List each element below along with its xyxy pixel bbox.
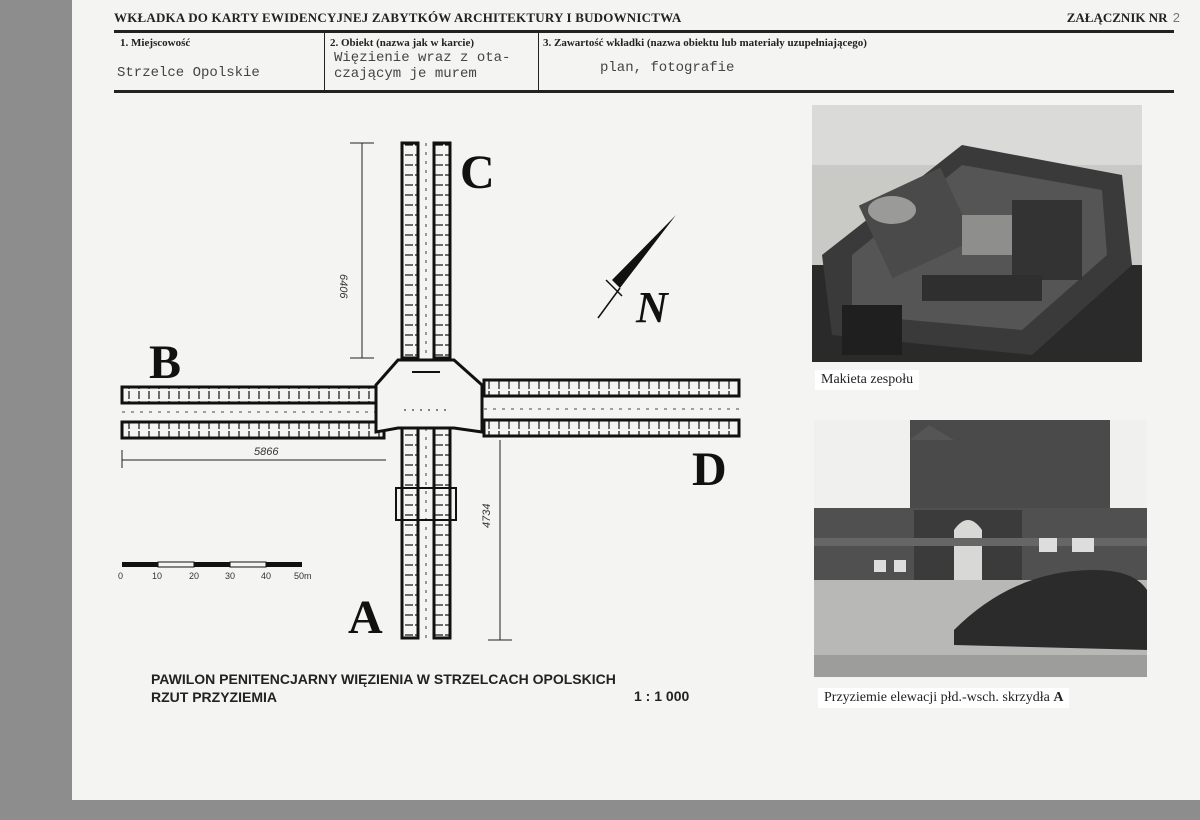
scale-tick: 30 xyxy=(225,571,236,581)
wing-label-c: C xyxy=(460,146,495,199)
plan-scale: 1 : 1 000 xyxy=(634,688,690,704)
scale-tick: 20 xyxy=(189,571,200,581)
object-value-line2: czającym je murem xyxy=(334,66,477,82)
annex-label-text: ZAŁĄCZNIK NR xyxy=(1066,10,1168,25)
annex-label xyxy=(1067,10,1180,26)
scale-tick: 0 xyxy=(118,571,124,581)
model-photo-caption: Makieta zespołu xyxy=(815,370,919,390)
object-value-line1: Więzienie wraz z ota- xyxy=(334,50,511,66)
field-divider-2 xyxy=(538,33,539,90)
wing-a-plan xyxy=(396,428,456,638)
central-hall xyxy=(376,360,482,432)
locality-value: Strzelce Opolskie xyxy=(117,65,260,81)
wing-c-plan xyxy=(402,143,450,358)
document-page xyxy=(72,0,1200,800)
scale-tick: 10 xyxy=(152,571,163,581)
annex-number: 2 xyxy=(1172,10,1180,25)
wing-d-plan xyxy=(484,380,739,436)
dimension-top: 6406 xyxy=(337,274,349,299)
document-title: WKŁADKA DO KARTY EWIDENCYJNEJ ZABYTKÓW ARCHITEKTURY I BUDOWNICTWA xyxy=(114,10,682,25)
locality-label: 1. Miejscowość xyxy=(120,37,191,49)
scale-tick: 50m xyxy=(294,571,312,581)
field-divider-1 xyxy=(324,33,325,90)
dimension-left: 5866 xyxy=(254,446,279,458)
plan-title-line1: PAWILON PENITENCJARNY WIĘZIENIA W STRZELCACH OPOLSKICH xyxy=(151,671,616,687)
plan-title xyxy=(151,670,616,706)
contents-label: 3. Zawartość wkładki (nazwa obiektu lub materiały uzupełniającego) xyxy=(543,37,867,49)
header-rule-bottom xyxy=(114,90,1174,93)
north-symbol: N xyxy=(636,283,668,332)
facade-photo xyxy=(814,420,1147,677)
wing-label-d: D xyxy=(692,443,727,496)
wing-label-b: B xyxy=(149,336,182,389)
facade-caption-text: Przyziemie elewacji płd.-wsch. skrzydła xyxy=(824,690,1054,705)
scale-bar-ticks xyxy=(118,571,312,581)
plan-title-line2: RZUT PRZYZIEMIA xyxy=(151,689,277,705)
object-label: 2. Obiekt (nazwa jak w karcie) xyxy=(330,37,475,49)
wing-label-a: A xyxy=(348,591,383,644)
facade-caption-wing: A xyxy=(1053,690,1064,705)
scale-bar xyxy=(122,562,302,567)
dimension-bottom: 4734 xyxy=(481,503,493,528)
header-rule-top xyxy=(114,30,1174,33)
contents-value: plan, fotografie xyxy=(600,60,735,76)
facade-photo-caption xyxy=(818,688,1069,708)
wing-b-plan xyxy=(122,387,384,438)
model-photo xyxy=(812,105,1142,362)
floor-plan xyxy=(114,110,764,660)
scale-tick: 40 xyxy=(261,571,272,581)
